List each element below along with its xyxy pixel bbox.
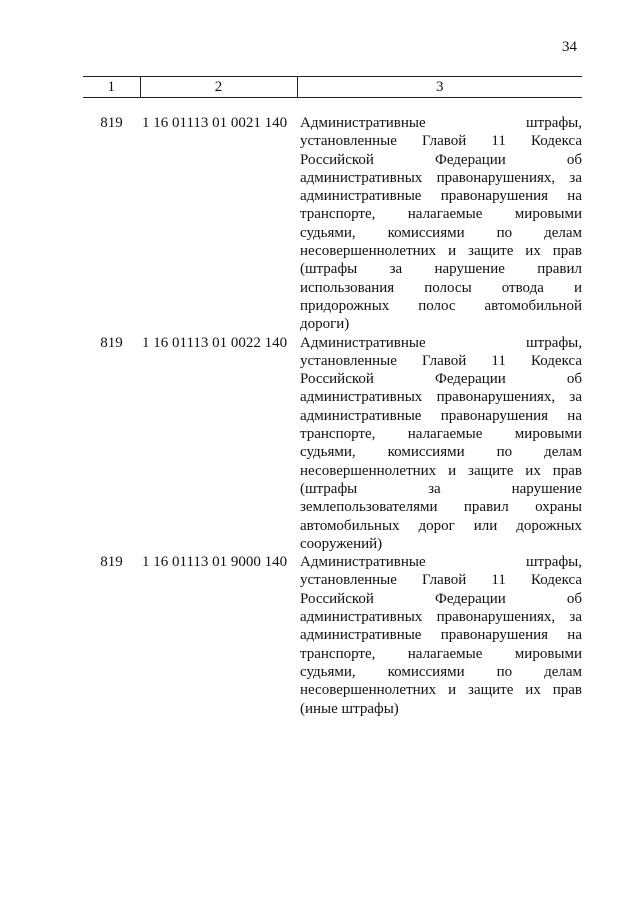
column-header-2: 2: [140, 77, 297, 98]
column-header-3: 3: [297, 77, 582, 98]
budget-codes-table: [83, 76, 582, 718]
admin-code-cell: 819: [100, 115, 123, 131]
table-body: [83, 98, 582, 718]
table-header-row: [83, 77, 582, 98]
table-row: [83, 553, 582, 718]
admin-code-cell: 819: [100, 334, 123, 351]
budget-code-cell: 1 16 01113 01 9000 140: [142, 554, 288, 571]
table-row: [83, 98, 582, 334]
page-number: 34: [562, 39, 577, 55]
budget-code-cell: 1 16 01113 01 0022 140: [142, 334, 288, 351]
revenue-name-cell: Административные штрафы, установленные Главой 11 Кодекса Российской Федерации об административных правонарушениях, за административные правонарушения на транспорте, налагаемые мировыми судьями, комиссиями по делам несовершеннолетних и защите их прав (штрафы за нарушение правил использования полосы отвода и придорожных полос автомобильной дороги): [300, 115, 582, 333]
table-header: [83, 77, 582, 98]
budget-code-cell: 1 16 01113 01 0021 140: [142, 115, 288, 131]
table-row: [83, 334, 582, 554]
admin-code-cell: 819: [100, 554, 123, 571]
revenue-name-cell: Административные штрафы, установленные Главой 11 Кодекса Российской Федерации об административных правонарушениях, за административные правонарушения на транспорте, налагаемые мировыми судьями, комиссиями по делам несовершеннолетних и защите их прав (иные штрафы): [300, 554, 582, 717]
revenue-name-cell: Административные штрафы, установленные Главой 11 Кодекса Российской Федерации об административных правонарушениях, за административные правонарушения на транспорте, налагаемые мировыми судьями, комиссиями по делам несовершеннолетних и защите их прав (штрафы за нарушение землепользователями правил охраны автомобильных дорог или дорожных сооружений): [300, 334, 582, 552]
column-header-1: 1: [83, 77, 140, 98]
